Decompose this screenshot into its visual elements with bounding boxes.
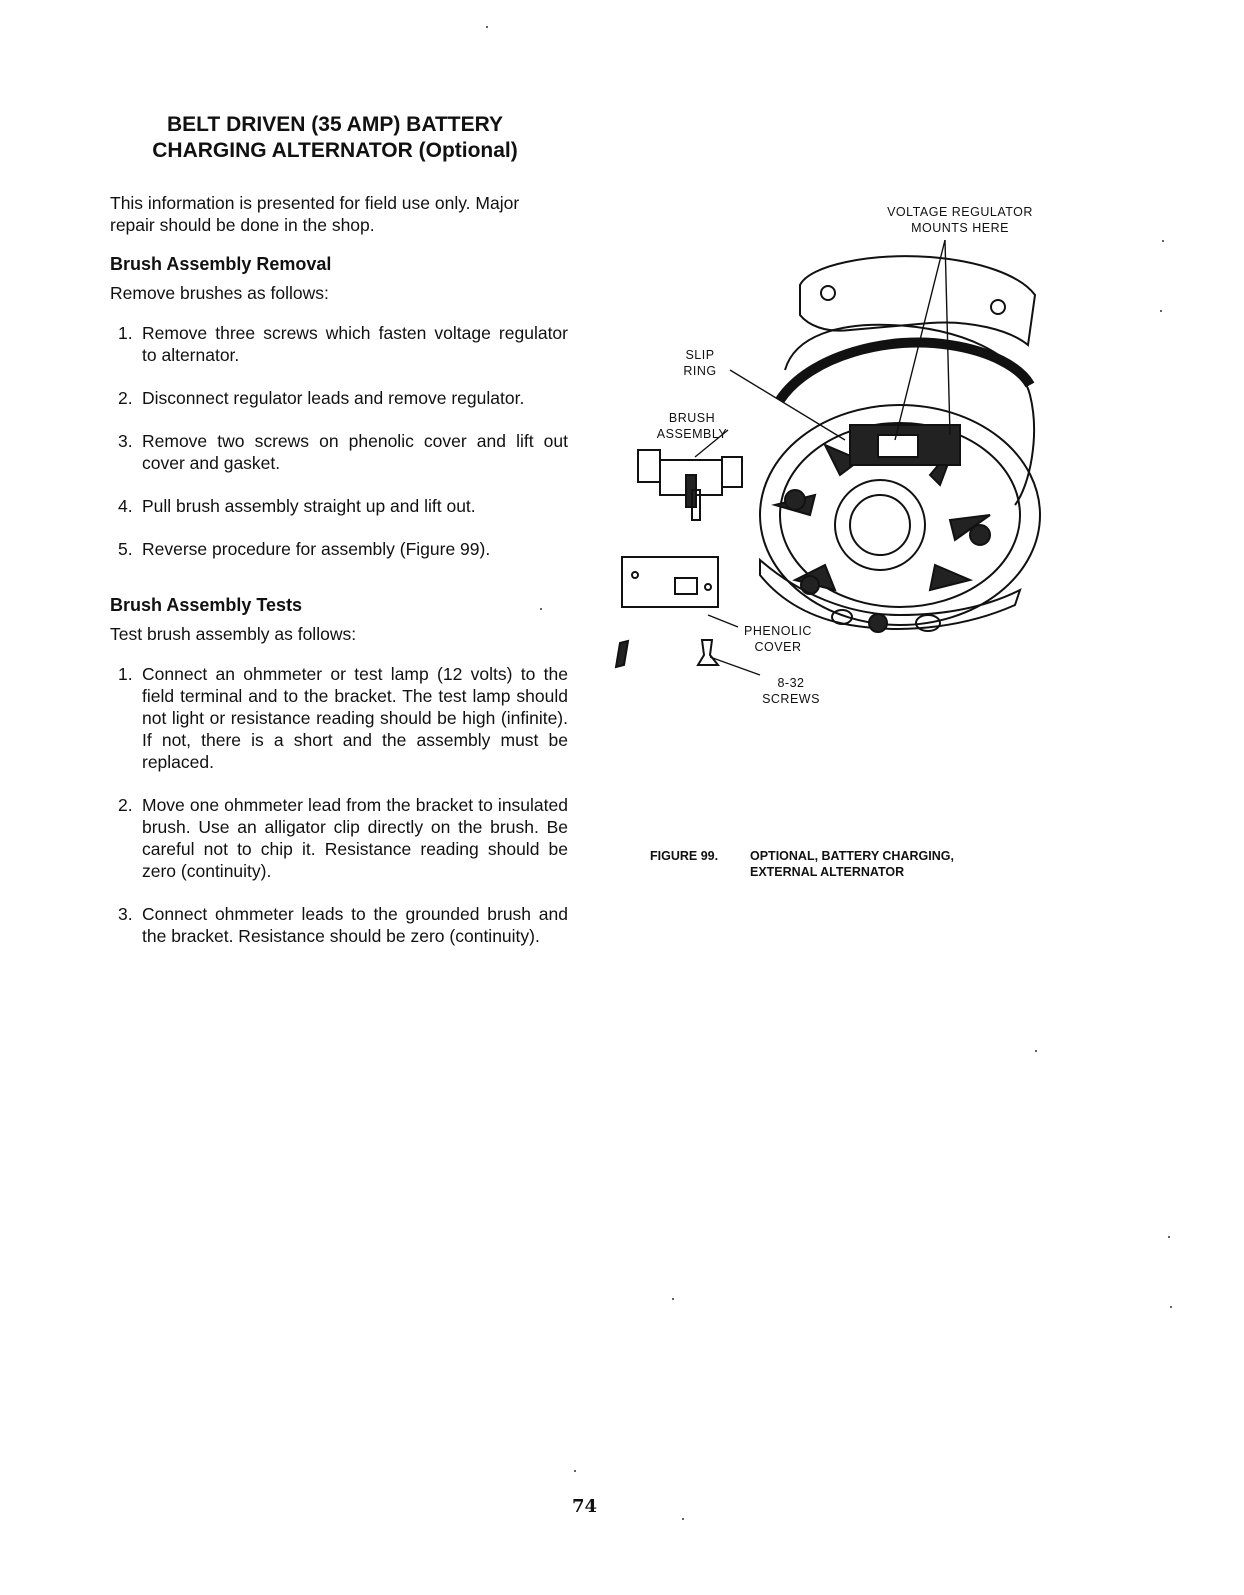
removal-steps bbox=[110, 322, 568, 560]
title-line-2: CHARGING ALTERNATOR (Optional) bbox=[152, 139, 518, 162]
screw-right bbox=[698, 640, 718, 665]
intro-paragraph: This information is presented for field use only. Major repair should be done in the shop. bbox=[110, 193, 520, 235]
scan-speck bbox=[1160, 310, 1162, 312]
list-item: 2. Disconnect regulator leads and remove regulator. bbox=[118, 388, 525, 408]
scan-speck bbox=[1035, 1050, 1037, 1052]
alternator-figure bbox=[610, 195, 1070, 715]
page-title bbox=[110, 112, 568, 164]
tests-steps bbox=[110, 663, 568, 947]
tests-lead: Test brush assembly as follows: bbox=[110, 624, 357, 644]
list-item: 5. Reverse procedure for assembly (Figure 99). bbox=[118, 539, 491, 559]
figure-number: FIGURE 99. bbox=[650, 849, 719, 863]
removal-heading: Brush Assembly Removal bbox=[110, 254, 332, 274]
housing-outline bbox=[785, 325, 1034, 505]
label-slip-ring: SLIP RING bbox=[683, 348, 717, 378]
screw-left bbox=[616, 641, 628, 667]
scan-speck bbox=[672, 1298, 674, 1300]
scan-speck bbox=[486, 26, 488, 28]
scan-speck bbox=[1170, 1306, 1172, 1308]
scan-speck bbox=[540, 608, 542, 610]
removal-lead: Remove brushes as follows: bbox=[110, 283, 329, 303]
label-phenolic-cover: PHENOLIC COVER bbox=[744, 624, 812, 654]
text-column bbox=[110, 112, 568, 968]
brush-assembly-part bbox=[638, 450, 742, 520]
housing-band bbox=[780, 342, 1030, 400]
list-item: 3. Connect ohmmeter leads to the grounded brush and the bracket. Resistance should be zero (continuity). bbox=[118, 904, 568, 946]
page-number: 74 bbox=[572, 1496, 598, 1517]
alternator-drawing bbox=[610, 195, 1070, 715]
list-item: 1. Remove three screws which fasten voltage regulator to alternator. bbox=[118, 323, 568, 365]
scan-speck bbox=[682, 1518, 684, 1520]
label-screws: 8-32 SCREWS bbox=[762, 676, 820, 706]
tests-heading: Brush Assembly Tests bbox=[110, 595, 303, 615]
scan-speck bbox=[574, 1470, 576, 1472]
phenolic-cover-part bbox=[622, 557, 718, 607]
title-line-1: BELT DRIVEN (35 AMP) BATTERY bbox=[166, 113, 503, 136]
caption-line-1: OPTIONAL, BATTERY CHARGING, bbox=[750, 849, 954, 863]
scan-speck bbox=[1168, 1236, 1170, 1238]
mounting-foot bbox=[760, 560, 1020, 629]
label-brush-assembly: BRUSH ASSEMBLY bbox=[656, 411, 728, 441]
list-item: 2. Move one ohmmeter lead from the bracket to insulated brush. Use an alligator clip directly on the brush. Be careful not to chip it. Resistance reading should be zero (continuity). bbox=[118, 795, 568, 881]
label-voltage-regulator: VOLTAGE REGULATOR MOUNTS HERE bbox=[887, 205, 1033, 235]
list-item: 1. Connect an ohmmeter or test lamp (12 volts) to the field terminal and to the bracket. The test lamp should not light or resistance reading should be high (infinite). If not, there is a short and the assembly must be replaced. bbox=[118, 664, 568, 772]
list-item: 4. Pull brush assembly straight up and lift out. bbox=[118, 496, 476, 516]
caption-line-2: EXTERNAL ALTERNATOR bbox=[750, 865, 905, 879]
scan-speck bbox=[1162, 240, 1164, 242]
rotor-hub bbox=[835, 480, 925, 570]
list-item: 3. Remove two screws on phenolic cover and lift out cover and gasket. bbox=[118, 431, 568, 473]
